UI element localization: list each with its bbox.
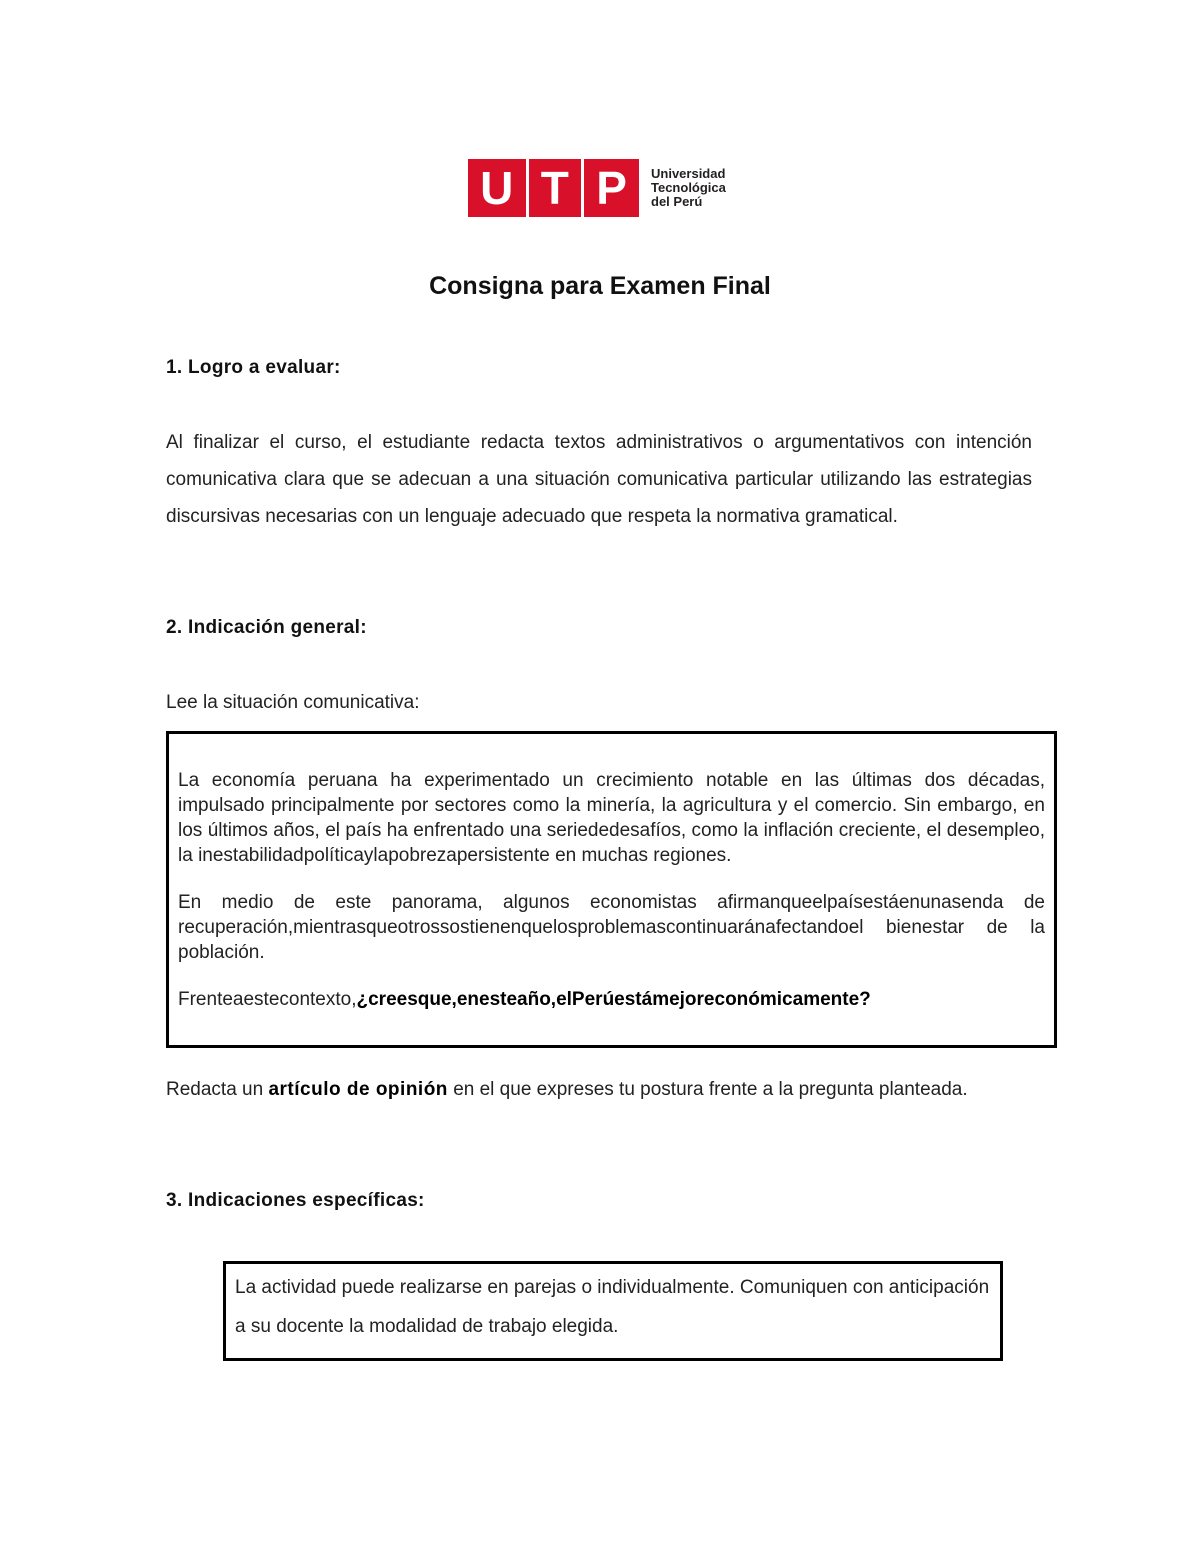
task-suffix: en el que expreses tu postura frente a la pregunta planteada. [453, 1079, 968, 1100]
utp-logo [468, 159, 726, 217]
section-3-heading: 3. Indicaciones específicas: [166, 1190, 425, 1211]
logo-line-1: Universidad [651, 166, 726, 181]
section-1-heading: 1. Logro a evaluar: [166, 357, 341, 378]
section-2-intro: Lee la situación comunicativa: [166, 692, 420, 713]
task-instruction [166, 1071, 1032, 1108]
utp-logo-mark [468, 159, 639, 217]
logo-wordmark [651, 167, 726, 209]
logo-line-2: Tecnológica [651, 180, 726, 195]
section-2-heading: 2. Indicación general: [166, 617, 367, 638]
situation-question: ¿creesque,enesteaño,elPerúestámejoreconómicamente? [356, 989, 871, 1010]
situation-box [166, 731, 1057, 1048]
logo-line-3: del Perú [651, 194, 703, 209]
logo-letter-u: U [480, 162, 514, 214]
task-bold: artículo de opinión [268, 1079, 448, 1100]
situation-paragraph-2: En medio de este panorama, algunos economistas afirmanqueelpaísestáenunasenda de recuperación,mientrasqueotrossostienenquelosproblemascontinuaránafectandoel bienestar de la población. [178, 892, 1045, 963]
task-prefix: Redacta un [166, 1079, 264, 1100]
logo-letter-t: T [540, 162, 569, 214]
logo-letter-p: P [596, 162, 627, 214]
situation-paragraph-1: La economía peruana ha experimentado un crecimiento notable en las últimas dos décadas, impulsado principalmente por sectores como la minería, la agricultura y el comercio. Sin embargo, en los últimos años, el país ha enfrentado una seriededesafíos, como la inflación creciente, el desempleo, la inestabilidadpolíticaylapobrezapersistente en muchas regiones. [178, 770, 1045, 866]
page-title: Consigna para Examen Final [429, 272, 771, 300]
section-1-text: Al finalizar el curso, el estudiante redacta textos administrativos o argumentativos con intención comunicativa clara que se adecuan a una situación comunicativa particular utilizando las estrategias discursivas necesarias con un lenguaje adecuado que respeta la normativa gramatical. [166, 432, 1032, 527]
specific-instructions-box: La actividad puede realizarse en parejas o individualmente. Comuniquen con anticipación a su docente la modalidad de trabajo elegida. [223, 1261, 1003, 1361]
situation-question-prefix: Frenteaestecontexto, [178, 989, 357, 1010]
situation-paragraph-3 [178, 987, 1045, 1012]
